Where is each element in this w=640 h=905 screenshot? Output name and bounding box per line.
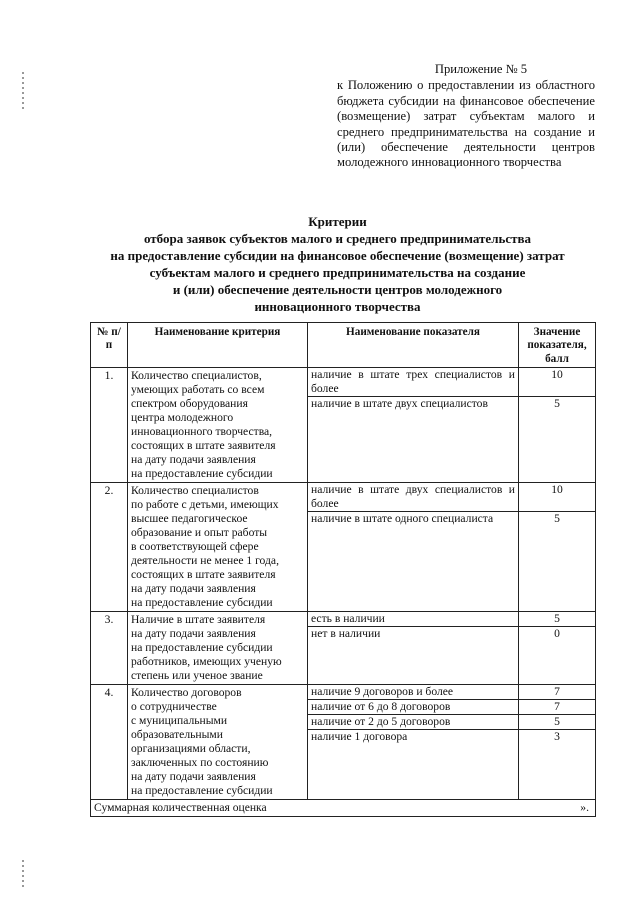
value-text: 10 (519, 368, 595, 397)
indicator-text: наличие в штате одного специалиста (311, 512, 494, 526)
value-text: 5 (519, 612, 595, 627)
scan-edge-mark (22, 860, 24, 890)
annex-block (337, 62, 595, 171)
row-number: 1. (91, 368, 128, 483)
criterion-text: Количество специалистов, умеющих работать со всем спектром оборудования центра молодежного инновационного творчества, состоящих в штате заявителя на дату подачи заявления на предоставление субсидии (128, 368, 308, 483)
value-text: 7 (519, 700, 595, 715)
heading-line: субъектам малого и среднего предпринимательства на создание (149, 265, 526, 280)
indicator-text: нет в наличии (311, 627, 381, 641)
value-cell (519, 368, 596, 483)
indicator-text: наличие от 2 до 5 договоров (308, 715, 518, 730)
header-value: Значение показателя, балл (519, 323, 596, 368)
header-criterion: Наименование критерия (128, 323, 308, 368)
criteria-table (90, 322, 596, 817)
heading-line: и (или) обеспечение деятельности центров молодежного (172, 282, 503, 297)
heading-line: на предоставление субсидии на финансовое обеспечение (возмещение) затрат (110, 248, 565, 263)
value-text: 0 (554, 627, 560, 641)
value-cell (519, 612, 596, 685)
indicator-text: наличие в штате двух специалистов (311, 397, 488, 411)
indicator-text: наличие в штате трех специалистов и более (308, 368, 518, 397)
criterion-text: Количество договоров о сотрудничестве с муниципальными образовательными организациями области, заключенных по состоянию на дату подачи заявления на предоставление субсидии (128, 685, 308, 800)
row-number: 4. (91, 685, 128, 800)
value-text: 5 (554, 512, 560, 526)
document-heading (60, 213, 615, 315)
criterion-text: Наличие в штате заявителя на дату подачи заявления на предоставление субсидии работников, имеющих ученую степень или ученое звание (128, 612, 308, 685)
indicator-text: наличие 1 договора (311, 730, 408, 744)
criterion-text: Количество специалистов по работе с детьми, имеющих высшее педагогическое образование и опыт работы в соответствующей сфере деятельности не менее 1 года, состоящих в штате заявителя на дату подачи заявления на предоставление субсидии (128, 483, 308, 612)
indicator-text: наличие 9 договоров и более (308, 685, 518, 700)
table-row (91, 483, 596, 612)
header-num: № п/п (91, 323, 128, 368)
value-text: 5 (554, 397, 560, 411)
value-cell (519, 483, 596, 612)
heading-line: инновационного творчества (254, 299, 421, 314)
indicator-text: наличие от 6 до 8 договоров (308, 700, 518, 715)
summary-row (91, 800, 596, 817)
table-row (91, 685, 596, 800)
value-text: 7 (519, 685, 595, 700)
indicator-cell (308, 368, 519, 483)
annex-title: Приложение № 5 (434, 62, 528, 76)
header-indicator: Наименование показателя (308, 323, 519, 368)
value-text: 10 (519, 483, 595, 512)
indicator-text: наличие в штате двух специалистов и более (308, 483, 518, 512)
value-cell (519, 685, 596, 800)
indicator-cell (308, 612, 519, 685)
indicator-cell (308, 685, 519, 800)
heading-line: отбора заявок субъектов малого и среднего предпринимательства (143, 231, 532, 246)
annex-body: к Положению о предоставлении из областного бюджета субсидии на финансовое обеспечение (возмещение) затрат субъектам малого и среднего предпринимательства на создание и (или) обеспечение деятельности центров молодежного инновационного творчества (337, 78, 595, 170)
table-row (91, 368, 596, 483)
summary-end: ». (519, 800, 596, 817)
indicator-text: есть в наличии (308, 612, 518, 627)
heading-title: Критерии (308, 214, 367, 229)
value-text: 5 (519, 715, 595, 730)
table-header-row (91, 323, 596, 368)
value-text: 3 (554, 730, 560, 744)
row-number: 2. (91, 483, 128, 612)
row-number: 3. (91, 612, 128, 685)
scan-edge-mark (22, 72, 24, 112)
indicator-cell (308, 483, 519, 612)
table-row (91, 612, 596, 685)
summary-label: Суммарная количественная оценка (91, 800, 519, 817)
